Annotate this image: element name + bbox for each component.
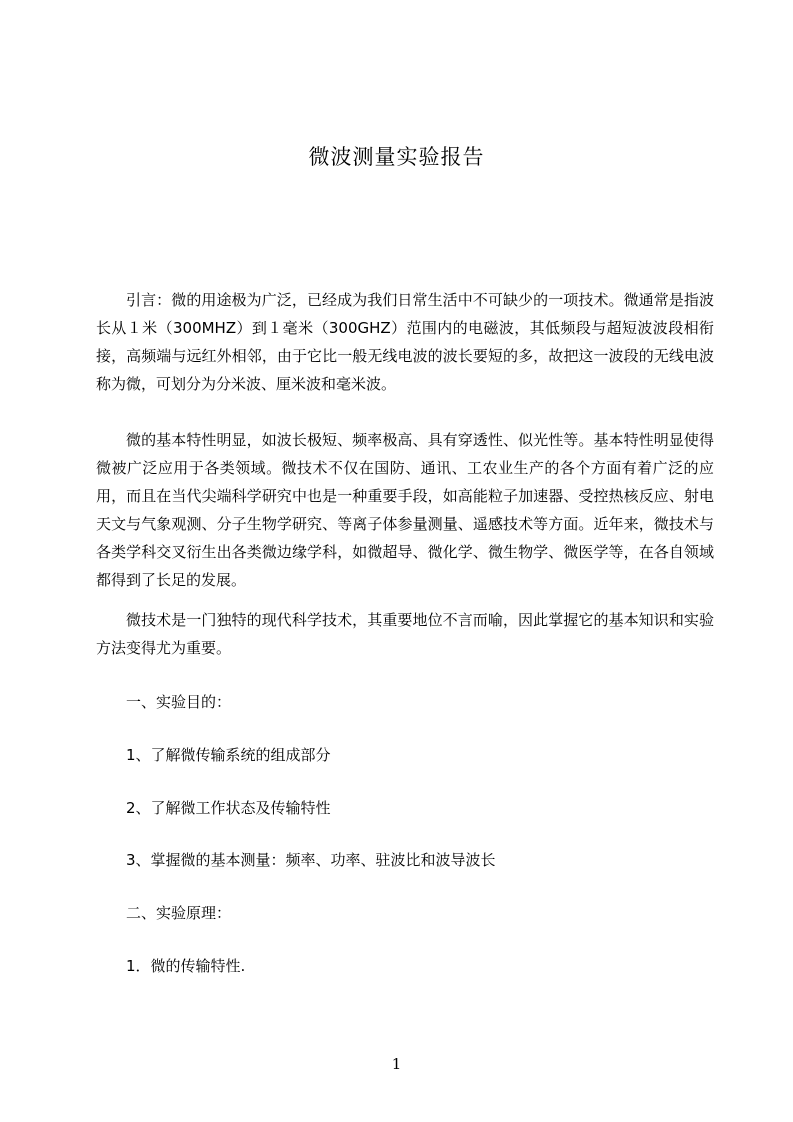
document-title: 微波测量实验报告: [308, 145, 485, 169]
importance-paragraph: 微技术是一门独特的现代科学技术，其重要地位不言而喻，因此掌握它的基本知识和实验方法变得尤为重要。: [96, 611, 714, 657]
objective-item-1: 1、了解微传输系统的组成部分: [126, 746, 331, 764]
objective-item-2: 2、了解微工作状态及传输特性: [126, 799, 331, 817]
principle-item-1: 1．微的传输特性.: [126, 957, 246, 975]
objective-item-3: 3、掌握微的基本测量：频率、功率、驻波比和波导波长: [126, 851, 496, 869]
characteristics-paragraph: 微的基本特性明显，如波长极短、频率极高、具有穿透性、似光性等。基本特性明显使得微被广泛应用于各类领域。微技术不仅在国防、通讯、工农业生产的各个方面有着广泛的应用，而且在当代尖端科学研究中也是一种重要手段，如高能粒子加速器、受控热核反应、射电天文与气象观测、分子生物学研究、等离子体参量测量、遥感技术等方面。近年来，微技术与各类学科交叉衍生出各类微边缘学科，如微超导、微化学、微生物学、微医学等，在各自领域都得到了长足的发展。: [96, 431, 714, 589]
section-heading-principles: 二、实验原理：: [126, 904, 232, 922]
intro-paragraph: 引言：微的用途极为广泛，已经成为我们日常生活中不可缺少的一项技术。微通常是指波长从１米（300MHZ）到１毫米（300GHZ）范围内的电磁波，其低频段与超短波波段相衔接，高频端与远红外相邻，由于它比一般无线电波的波长要短的多，故把这一波段的无线电波称为微，可划分为分米波、厘米波和毫米波。: [96, 291, 714, 393]
section-heading-objectives: 一、实验目的：: [126, 693, 232, 711]
page-number: 1: [391, 1055, 402, 1073]
